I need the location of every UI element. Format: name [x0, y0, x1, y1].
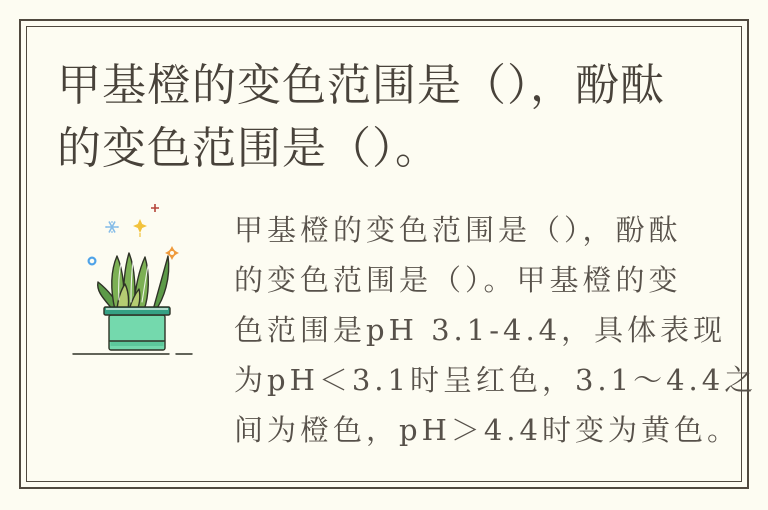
answer-line: 为pH＜3.1时呈红色，3.1～4.4之 [234, 363, 758, 397]
answer-line: 甲基橙的变色范围是（），酚酞 [234, 213, 682, 247]
sparkle-yellow-icon [133, 219, 147, 237]
question-title [57, 54, 717, 180]
answer-line: 色范围是pH 3.1-4.4，具体表现 [234, 313, 727, 347]
potted-plant-illustration [65, 196, 200, 364]
answer-line: 的变色范围是（）。甲基橙的变 [234, 263, 682, 297]
sparkle-red-icon [151, 204, 159, 212]
answer-line: 间为橙色，pH＞4.4时变为黄色。 [234, 413, 740, 447]
plant-pot [104, 307, 170, 350]
plant-leaves [98, 253, 169, 311]
sparkle-blue-flower-icon [89, 258, 96, 265]
question-title-line: 的变色范围是（）。 [57, 123, 440, 174]
question-title-line: 甲基橙的变色范围是（），酚酞 [57, 60, 665, 111]
potted-plant-svg [65, 196, 200, 364]
snowflake-icon [105, 221, 119, 233]
answer-paragraph [234, 205, 758, 455]
